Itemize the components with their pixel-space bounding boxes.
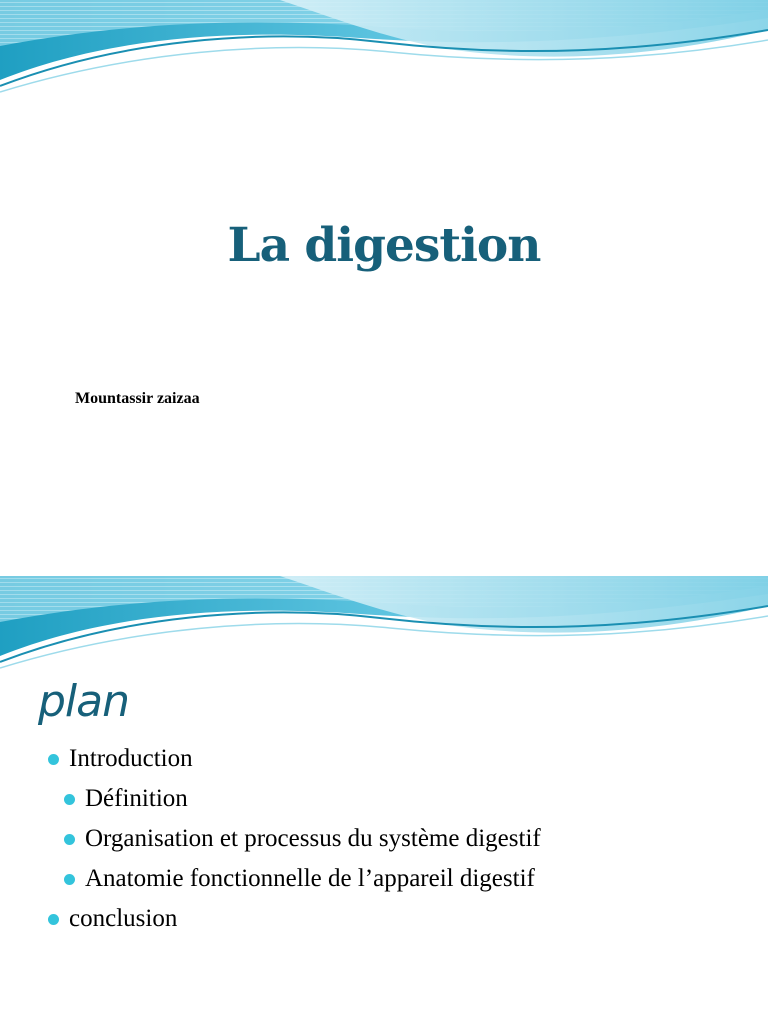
list-item [0,782,541,822]
bullet-icon [48,914,59,925]
slide-title: La digestion [227,218,541,273]
list-item [0,862,541,902]
list-item-label: Organisation et processus du système digestif [85,825,541,852]
wave-header-decoration [0,576,768,676]
list-item-label: conclusion [69,905,178,932]
plan-title: plan [38,676,130,727]
wave-header-decoration [0,0,768,100]
list-item-label: Anatomie fonctionnelle de l’appareil digestif [85,865,535,892]
plan-list [0,742,541,942]
bullet-icon [64,834,75,845]
bullet-icon [48,754,59,765]
plan-slide [0,576,768,1024]
list-item [0,822,541,862]
list-item [0,902,541,942]
author-name: Mountassir zaizaa [75,390,200,407]
list-item [0,742,541,782]
list-item-label: Définition [85,785,188,812]
bullet-icon [64,794,75,805]
list-item-label: Introduction [69,745,193,772]
bullet-icon [64,874,75,885]
